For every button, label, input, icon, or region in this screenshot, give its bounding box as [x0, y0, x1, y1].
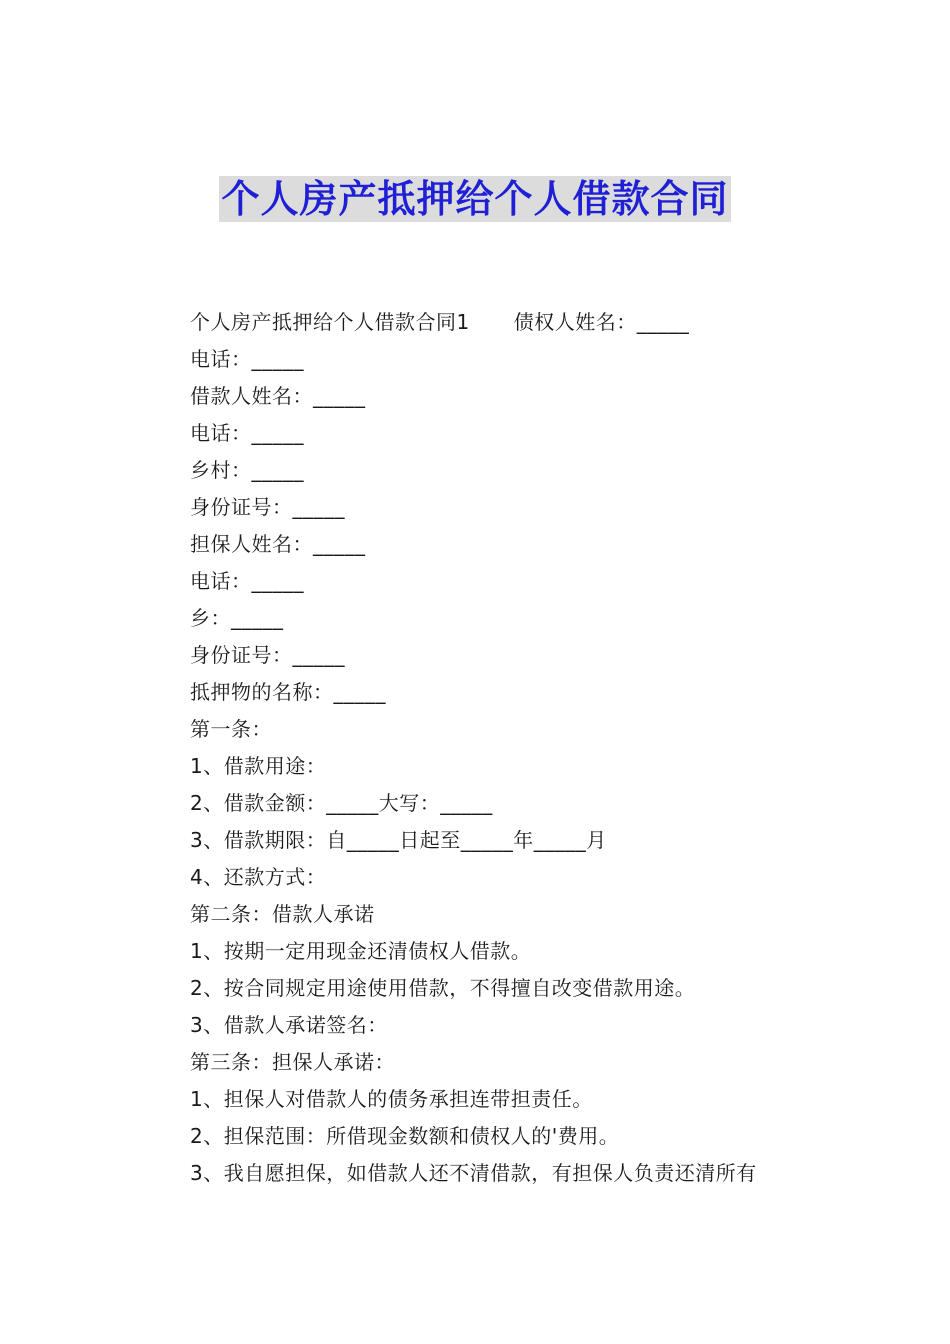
body-line: 3、借款人承诺签名：: [190, 1013, 388, 1037]
body-line: 身份证号：_____: [190, 495, 345, 519]
document-title: 个人房产抵押给个人借款合同: [221, 177, 729, 221]
article-heading: 第三条：担保人承诺：: [190, 1050, 395, 1074]
article-heading: 第二条：借款人承诺: [190, 902, 375, 926]
contract-heading: 个人房产抵押给个人借款合同1: [190, 310, 470, 334]
body-line: 乡村：_____: [190, 458, 304, 482]
body-line: 1、借款用途：: [190, 754, 327, 778]
document-body: [190, 304, 830, 1192]
body-line: 电话：_____: [190, 347, 304, 371]
body-line: 电话：_____: [190, 569, 304, 593]
body-line: 乡：_____: [190, 606, 284, 630]
body-line: 身份证号：_____: [190, 643, 345, 667]
body-line: 3、借款期限：自_____日起至_____年_____月: [190, 828, 607, 852]
article-heading: 第一条：: [190, 717, 272, 741]
body-line: 2、按合同规定用途使用借款，不得擅自改变借款用途。: [190, 976, 696, 1000]
body-line: 4、还款方式：: [190, 865, 327, 889]
body-line: 2、担保范围：所借现金数额和债权人的'费用。: [190, 1124, 620, 1148]
body-line: 担保人姓名：_____: [190, 532, 366, 556]
body-line: 借款人姓名：_____: [190, 384, 366, 408]
body-line: 电话：_____: [190, 421, 304, 445]
body-line: 2、借款金额：_____大写：_____: [190, 791, 493, 815]
body-line: 3、我自愿担保，如借款人还不清借款，有担保人负责还清所有: [190, 1161, 757, 1185]
body-line: 1、担保人对借款人的债务承担连带担责任。: [190, 1087, 593, 1111]
title-container: [0, 176, 950, 222]
body-line: 抵押物的名称：_____: [190, 680, 386, 704]
creditor-name-line: 债权人姓名：_____: [513, 310, 690, 334]
body-line: 1、按期一定用现金还清债权人借款。: [190, 939, 532, 963]
first-line: [190, 304, 830, 341]
